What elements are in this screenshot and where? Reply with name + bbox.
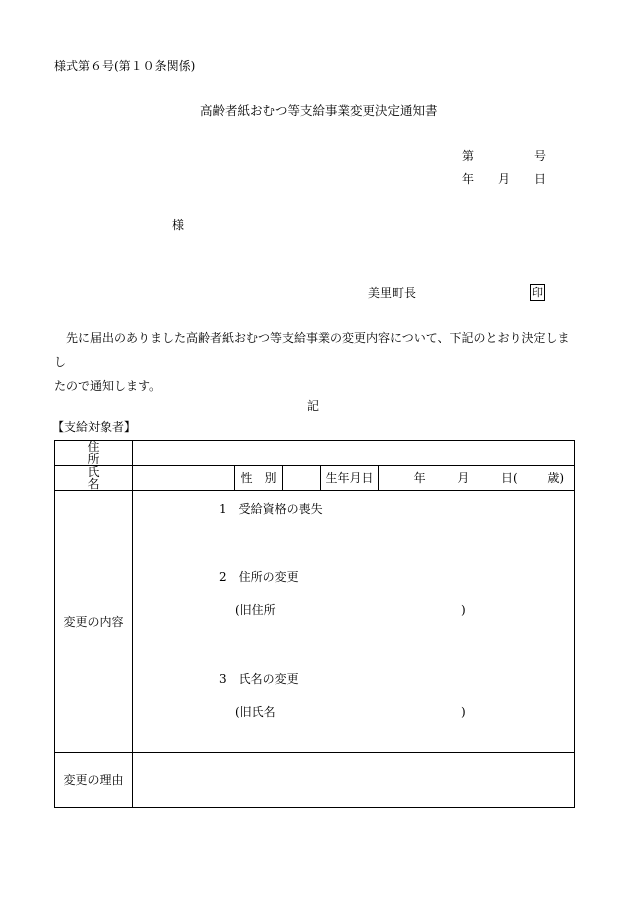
old-name-close: ) [461, 705, 466, 719]
issuer-name: 美里町長 [368, 286, 417, 300]
gender-label: 性 別 [235, 466, 283, 491]
address-row [55, 441, 575, 466]
section-title: 【支給対象者】 [52, 420, 137, 434]
change-item-1: 1 受給資格の喪失 [219, 502, 323, 516]
date-month-label: 月 [498, 172, 511, 186]
address-label: 住 所 [55, 441, 133, 466]
seal-stamp: 印 [532, 286, 543, 299]
name-row [55, 466, 575, 491]
change-row [55, 491, 575, 753]
change-content [133, 491, 575, 753]
old-address-open: (旧住所 [235, 603, 276, 617]
age-unit-label: 歳) [547, 471, 565, 485]
change-item-3: 3 氏名の変更 [219, 672, 299, 686]
birth-day-label: 日 [501, 471, 514, 485]
birth-year-label: 年 [413, 471, 426, 485]
name-value [133, 466, 235, 491]
reason-row [55, 753, 575, 808]
birth-month-label: 月 [457, 471, 470, 485]
birthdate-label: 生年月日 [321, 466, 379, 491]
gender-value [283, 466, 321, 491]
ref-number-prefix: 第 [462, 149, 475, 163]
old-address-close: ) [461, 603, 466, 617]
recipient-honorific: 様 [172, 218, 185, 232]
document-title: 高齢者紙おむつ等支給事業変更決定通知書 [200, 103, 438, 118]
change-item-2: 2 住所の変更 [219, 570, 299, 584]
date-year-label: 年 [462, 172, 475, 186]
ki-heading: 記 [307, 399, 320, 413]
reason-value [133, 753, 575, 808]
age-open-paren: ( [513, 471, 518, 485]
body-paragraph [54, 326, 576, 398]
body-line-2: たので通知します。 [54, 379, 162, 393]
old-name-open: (旧氏名 [235, 705, 276, 719]
name-label: 氏 名 [55, 466, 133, 491]
seal-mark [530, 284, 545, 301]
birthdate-value [379, 466, 575, 491]
ref-number-suffix: 号 [534, 149, 547, 163]
body-line-1: 先に届出のありました高齢者紙おむつ等支給事業の変更内容について、下記のとおり決定しまし [54, 331, 570, 369]
form-number: 様式第６号(第１０条関係) [54, 59, 196, 73]
date-day-label: 日 [534, 172, 547, 186]
reason-label: 変更の理由 [55, 753, 133, 808]
address-value [133, 441, 575, 466]
change-label: 変更の内容 [55, 491, 133, 753]
recipient-table [54, 440, 575, 808]
